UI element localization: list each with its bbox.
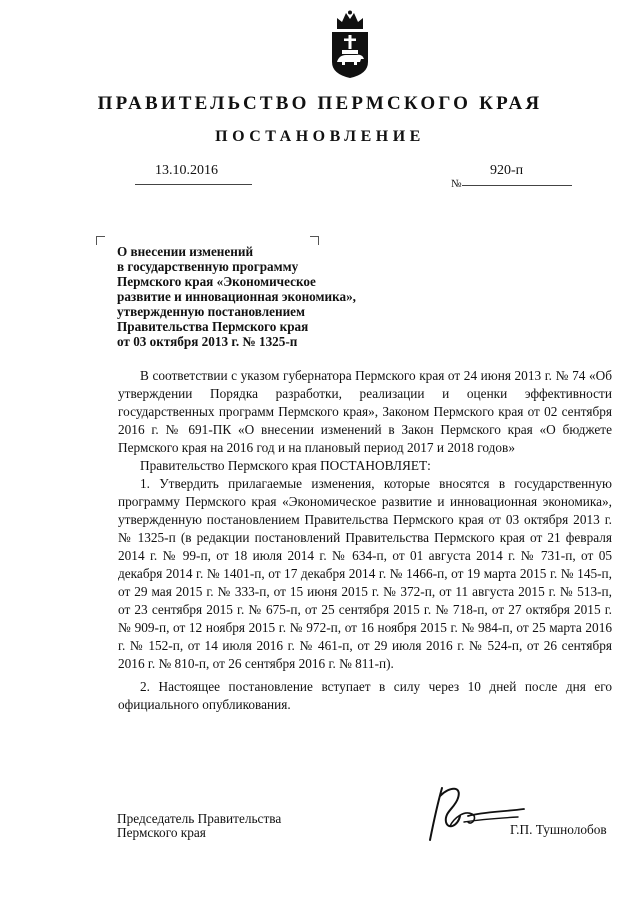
document-body xyxy=(118,367,612,714)
signer-title xyxy=(117,812,281,840)
document-subject xyxy=(117,244,427,349)
organization-title: ПРАВИТЕЛЬСТВО ПЕРМСКОГО КРАЯ xyxy=(97,93,543,114)
signer-title-line: Председатель Правительства xyxy=(117,811,282,826)
document-type: ПОСТАНОВЛЕНИЕ xyxy=(215,128,425,145)
body-paragraph: В соответствии с указом губернатора Пермского края от 24 июня 2013 г. № 74 «Об утверждении Порядка разработки, реализации и оценки эффективности государственных программ Пермского края», Законом Пермского края от 02 сентября 2016 г. № 691-ПК «О внесении изменений в Закон Пермского края «О бюджете Пермского края на 2016 год и на плановый период 2017 и 2018 годов» xyxy=(118,368,612,455)
subject-line: Правительства Пермского края xyxy=(117,319,309,334)
signer-name: Г.П. Тушнолобов xyxy=(510,822,607,837)
subject-line: в государственную программу xyxy=(117,259,299,274)
body-paragraph: Правительство Пермского края ПОСТАНОВЛЯЕТ: xyxy=(140,458,431,473)
body-paragraph: 2. Настоящее постановление вступает в силу через 10 дней после дня его официального опубликования. xyxy=(118,679,612,712)
subject-line: О внесении изменений xyxy=(117,244,254,259)
subject-line: Пермского края «Экономическое xyxy=(117,274,316,289)
number-underline xyxy=(462,185,572,186)
signer-title-line: Пермского края xyxy=(117,825,206,840)
subject-corner-left xyxy=(96,236,105,245)
date-underline xyxy=(135,184,252,185)
body-paragraph: 1. Утвердить прилагаемые изменения, которые вносятся в государственную программу Пермского края «Экономическое развитие и инновационная экономика», утвержденную постановлением Правительства Пермского края от 03 октября 2013 г. № 1325-п (в редакции постановлений Правительства Пермского края от 21 февраля 2014 г. № 99-п, от 18 июля 2014 г. № 634-п, от 01 августа 2014 г. № 731-п, от 05 декабря 2014 г. № 1401-п, от 17 декабря 2014 г. № 1466-п, от 19 марта 2015 г. № 145-п, от 29 мая 2015 г. № 333-п, от 15 июня 2015 г. № 372-п, от 11 августа 2015 г. № 513-п, от 23 сентября 2015 г. № 675-п, от 25 сентября 2015 г. № 718-п, от 27 октября 2015 г. № 909-п, от 12 ноября 2015 г. № 972-п, от 16 ноября 2015 г. № 984-п, от 25 марта 2016 г. № 152-п, от 14 июля 2016 г. № 461-п, от 29 июля 2016 г. № 524-п, от 26 сентября 2016 г. № 810-п, от 26 сентября 2016 г. № 811-п). xyxy=(118,476,612,671)
coat-of-arms-emblem-icon xyxy=(329,10,371,80)
subject-line: утвержденную постановлением xyxy=(117,304,306,319)
number-sign: № xyxy=(451,178,462,190)
document-date: 13.10.2016 xyxy=(155,163,218,178)
subject-line: от 03 октября 2013 г. № 1325-п xyxy=(117,334,298,349)
document-number: 920-п xyxy=(490,163,524,178)
subject-line: развитие и инновационная экономика», xyxy=(117,289,356,304)
